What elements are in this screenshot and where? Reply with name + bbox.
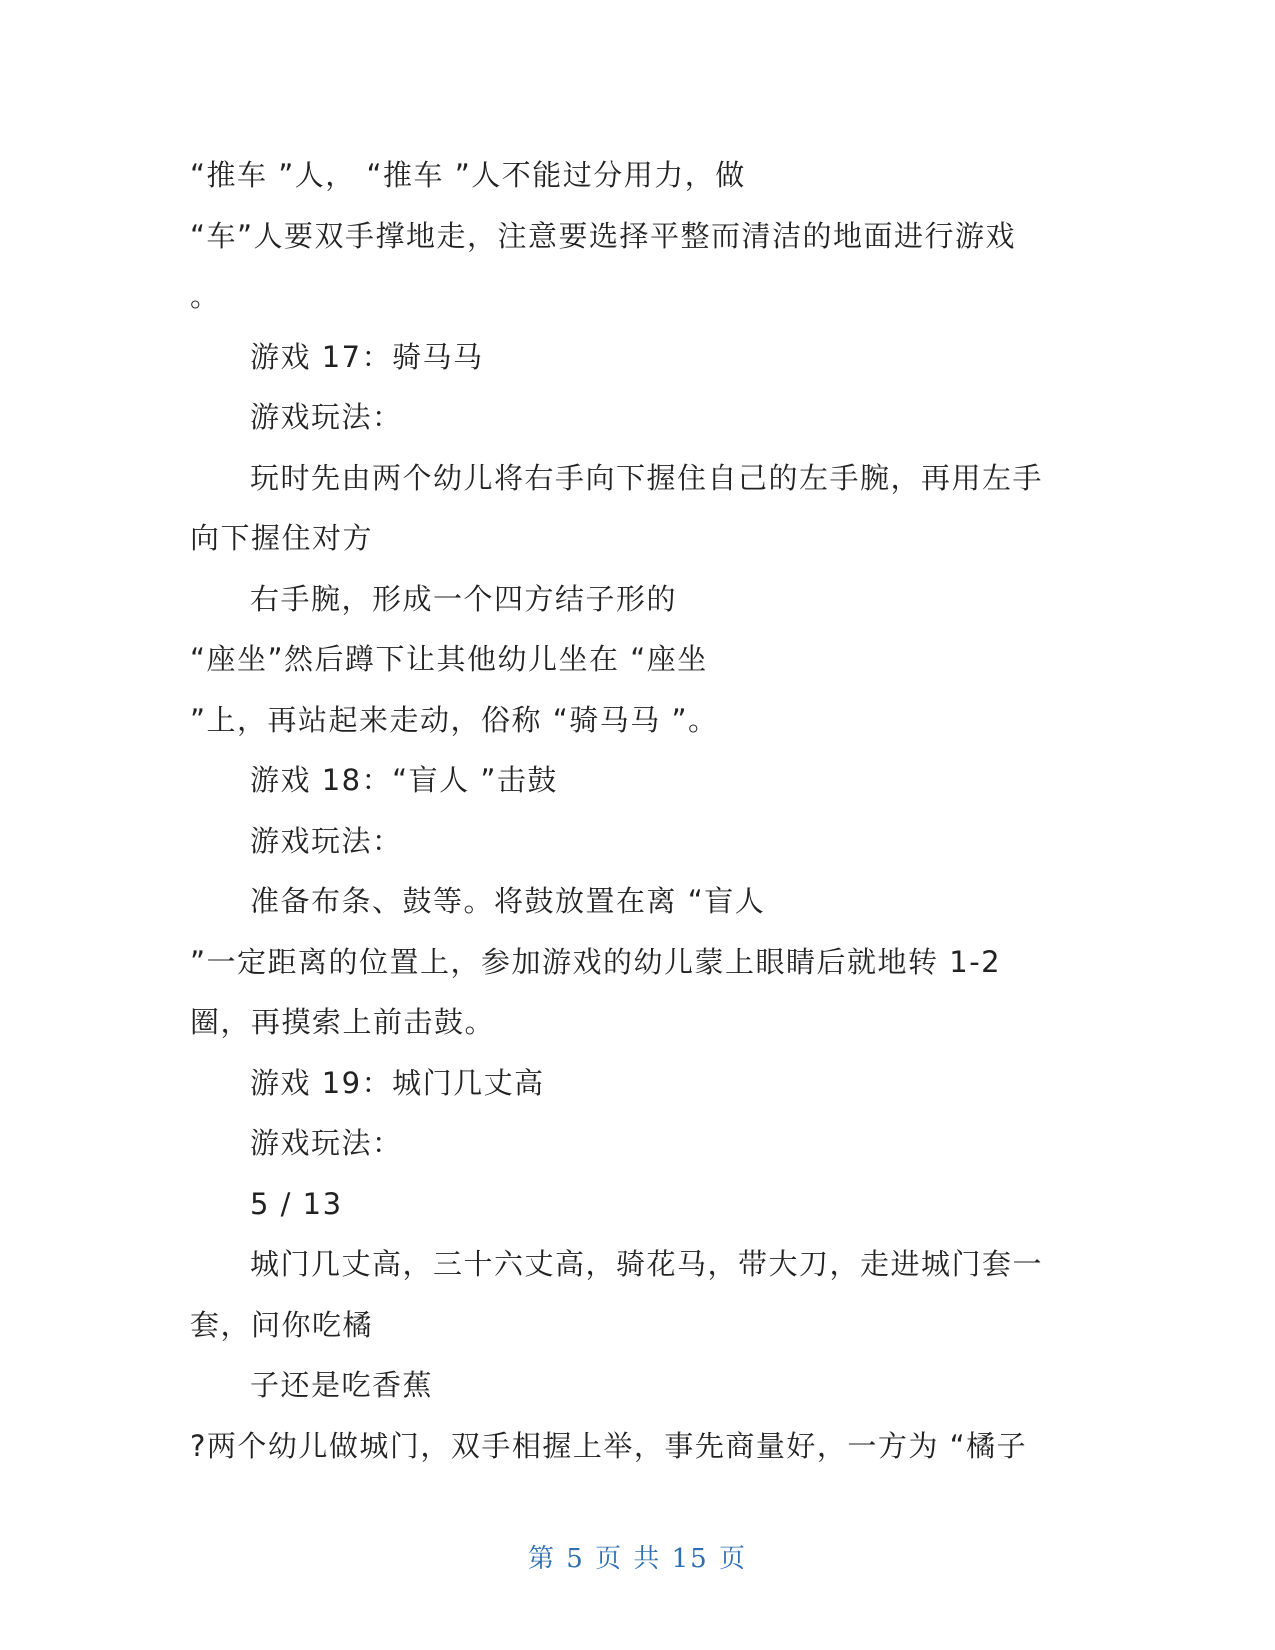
- text-line: ”一定距离的位置上，参加游戏的幼儿蒙上眼睛后就地转 1-2: [190, 944, 1002, 979]
- text-line: 。: [190, 279, 221, 313]
- text-line: 游戏 18：“盲人 ”击鼓: [250, 763, 558, 797]
- text-line: 游戏玩法：: [250, 1126, 403, 1160]
- text-line: 5 / 13: [250, 1186, 343, 1221]
- text-line: 向下握住对方: [190, 521, 374, 555]
- text-line: 套，问你吃橘: [190, 1307, 374, 1342]
- text-line: “座坐”然后蹲下让其他幼儿坐在 “座坐: [190, 642, 708, 676]
- text-line: ”上，再站起来走动，俗称 “骑马马 ”。: [190, 702, 719, 737]
- text-line: 城门几丈高，三十六丈高，骑花马，带大刀，走进城门套一: [250, 1247, 1044, 1281]
- text-line: 游戏 19：城门几丈高: [250, 1065, 545, 1100]
- text-line: “车”人要双手撑地走，注意要选择平整而清洁的地面进行游戏: [190, 218, 1017, 253]
- text-line: 准备布条、鼓等。将鼓放置在离 “盲人: [250, 884, 766, 918]
- text-line: 游戏玩法：: [250, 823, 403, 858]
- text-line: ?两个幼儿做城门，双手相握上举，事先商量好，一方为 “橘子: [190, 1428, 1028, 1463]
- text-line: “推车 ”人， “推车 ”人不能过分用力，做: [190, 158, 746, 192]
- text-line: 圈，再摸索上前击鼓。: [190, 1005, 496, 1039]
- page-footer: 第 5 页 共 15 页: [528, 1544, 747, 1574]
- text-line: 游戏玩法：: [250, 400, 403, 434]
- text-line: 游戏 17：骑马马: [250, 339, 484, 374]
- text-line: 子还是吃香蕉: [250, 1368, 434, 1402]
- text-line: 玩时先由两个幼儿将右手向下握住自己的左手腕，再用左手: [250, 460, 1044, 495]
- text-line: 右手腕，形成一个四方结子形的: [250, 581, 678, 616]
- body-text: [190, 145, 1070, 1476]
